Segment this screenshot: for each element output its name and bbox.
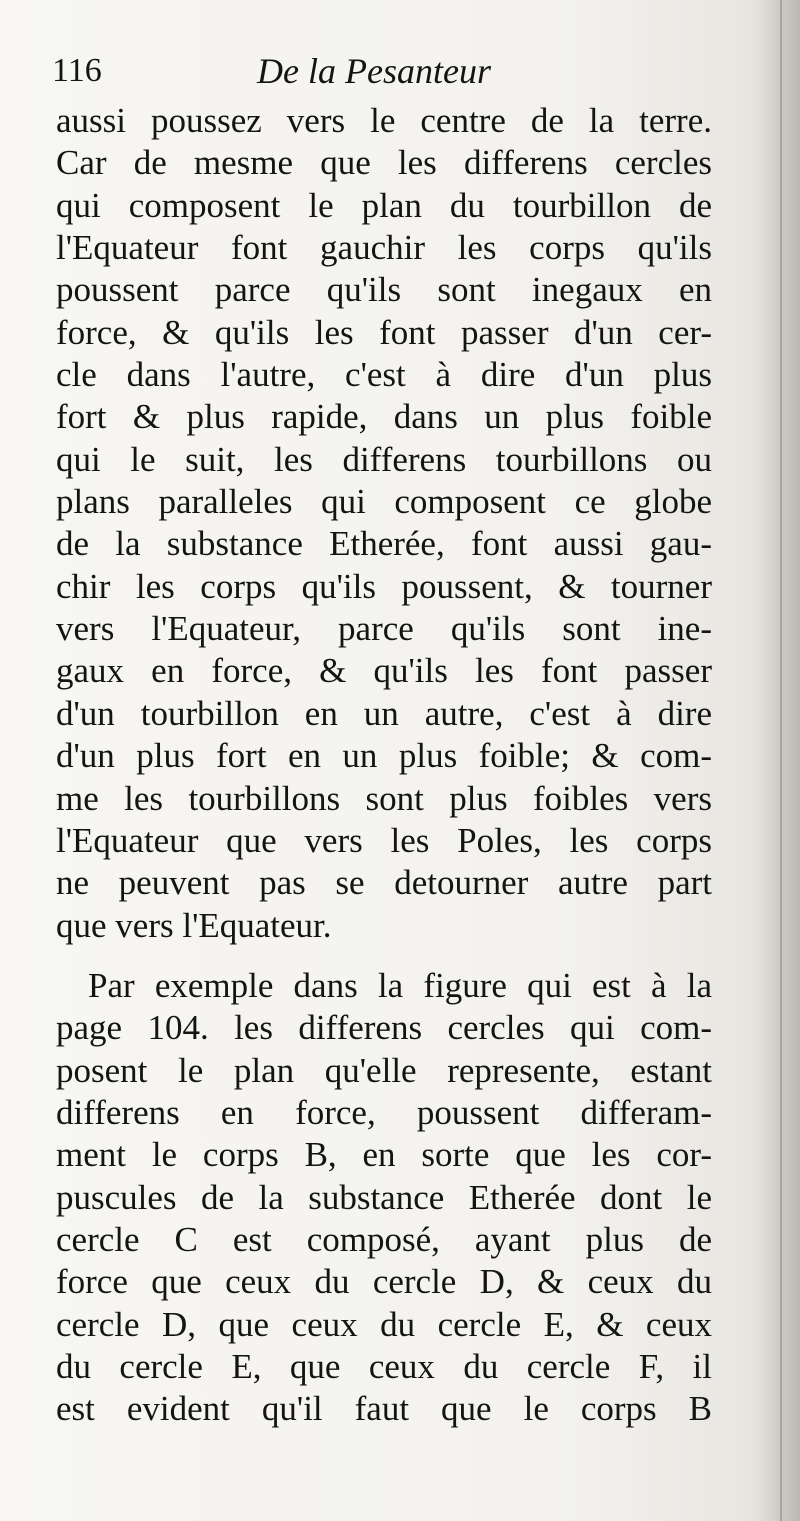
text-line: posent le plan qu'elle represente, estant [56,1050,712,1090]
text-line: force que ceux du cercle D, & ceux du [56,1262,712,1302]
text-line: aussi poussez vers le centre de la terre. [56,101,712,140]
text-line: cercle D, que ceux du cercle E, & ceux [56,1304,712,1344]
text-line: me les tourbillons sont plus foibles vers [56,778,712,818]
text-line: Car de mesme que les differens cercles [56,143,712,183]
text-line: plans paralleles qui composent ce globe [56,482,712,522]
text-line: cle dans l'autre, c'est à dire d'un plus [56,355,712,395]
text-line: ne peuvent pas se detourner autre part [56,863,712,903]
text-line: l'Equateur font gauchir les corps qu'ils [56,228,712,268]
body-text [56,100,712,1431]
text-line: l'Equateur que vers les Poles, les corps [56,820,712,860]
text-line: que vers l'Equateur. [56,905,332,945]
running-title: De la Pesanteur [257,51,491,91]
text-line: d'un plus fort en un plus foible; & com- [56,736,712,776]
text-line: force, & qu'ils les font passer d'un cer- [56,312,712,352]
text-line: du cercle E, que ceux du cercle F, il [56,1346,712,1386]
text-line: qui le suit, les differens tourbillons ou [56,439,712,479]
text-line: page 104. les differens cercles qui com- [56,1008,712,1048]
page-header [52,50,712,100]
text-line: gaux en force, & qu'ils les font passer [56,651,712,691]
text-line: cercle C est composé, ayant plus de [56,1219,712,1259]
text-line: chir les corps qu'ils poussent, & tourner [56,566,712,606]
paragraph-1 [56,100,712,947]
text-line: de la substance Etherée, font aussi gau- [56,524,712,564]
text-line: Par exemple dans la figure qui est à la [88,965,712,1005]
text-line: ment le corps B, en sorte que les cor- [56,1135,712,1175]
paragraph-2 [56,965,712,1431]
text-line: differens en force, poussent differam- [56,1092,712,1132]
text-line: est evident qu'il faut que le corps B [56,1389,712,1429]
page-number: 116 [52,52,102,89]
text-line: fort & plus rapide, dans un plus foible [56,397,712,437]
text-line: d'un tourbillon en un autre, c'est à dire [56,693,712,733]
page-gutter-shadow [756,0,800,1521]
page-edge-line [780,0,782,1521]
text-line: puscules de la substance Etherée dont le [56,1177,712,1217]
text-line: qui composent le plan du tourbillon de [56,185,712,225]
paragraph-gap [56,947,712,965]
text-line: vers l'Equateur, parce qu'ils sont ine- [56,609,712,649]
text-line: poussent parce qu'ils sont inegaux en [56,270,712,310]
